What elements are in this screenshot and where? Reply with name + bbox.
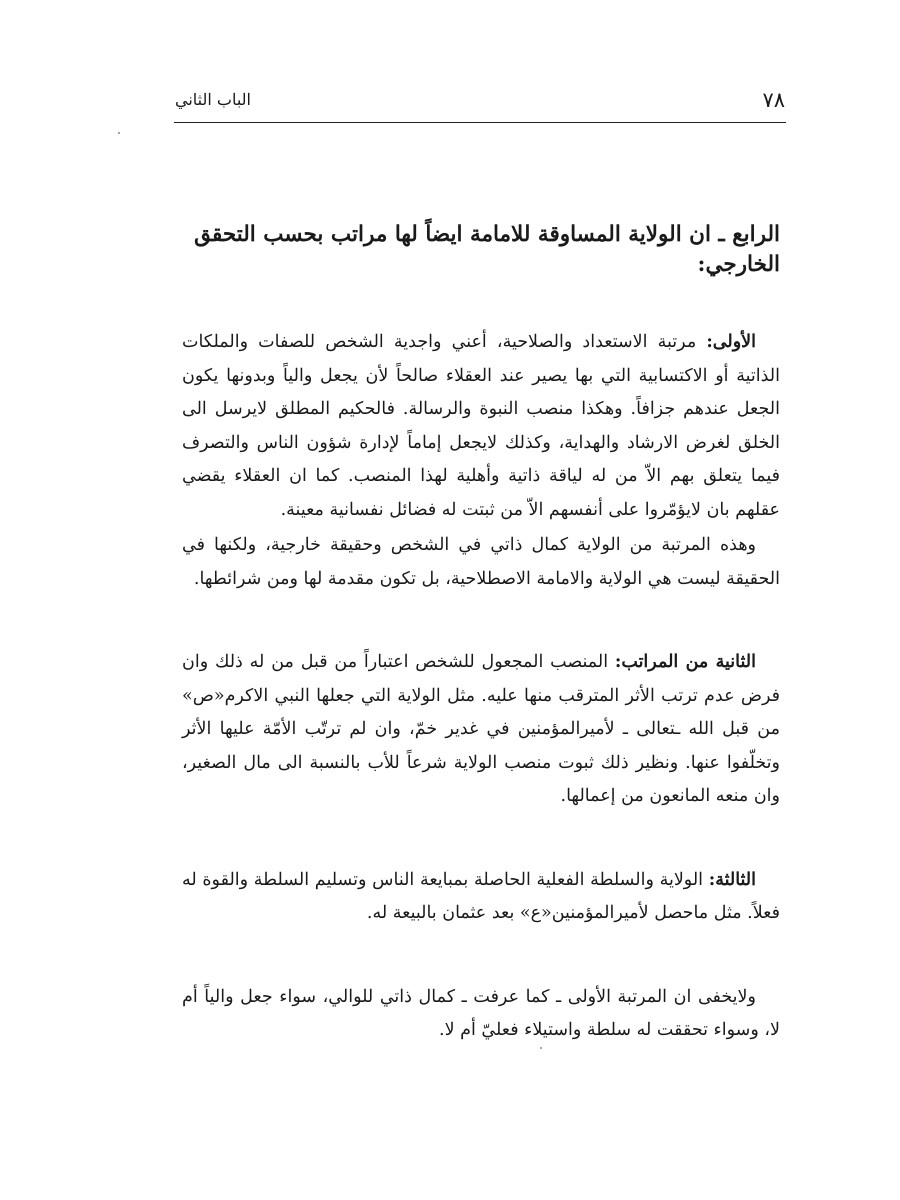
paragraph-third-rank bbox=[182, 864, 780, 931]
chapter-title: الباب الثاني bbox=[175, 90, 251, 109]
paragraph-text: الولاية والسلطة الفعلية الحاصلة بمبايعة الناس وتسليم السلطة والقوة له فعلاً. مثل ماحصل لأميرالمؤمنين«ع» بعد عثمان بالبيعة له. bbox=[182, 869, 780, 923]
paragraph-lead: الثانية من المراتب: bbox=[614, 652, 756, 672]
paragraph-lead: الأولى: bbox=[706, 332, 756, 352]
paragraph-text: وهذه المرتبة من الولاية كمال ذاتي في الشخص وحقيقة خارجية، ولكنها في الحقيقة ليست هي الولاية والامامة الاصطلاحية، بل تكون مقدمة لها ومن شرائطها. bbox=[182, 535, 780, 589]
scan-speck bbox=[540, 1047, 542, 1049]
paragraph-first-rank-note bbox=[182, 529, 780, 596]
paragraph-text: المنصب المجعول للشخص اعتباراً من قبل من له ذلك وان فرض عدم ترتب الأثر المترقب منها عليه. مثل الولاية التي جعلها النبي الاكرم«ص» من قبل الله ـتعالى ـ لأميرالمؤمنين في غدير خمّ، وان لم ترتّب الأمّة عليها الأثر وتخلّفوا عنها. ونظير ذلك ثبوت منصب الولاية شرعاً للأب بالنسبة الى مال الصغير، وان منعه المانعون من إعمالها. bbox=[182, 652, 780, 806]
paragraph-text: مرتبة الاستعداد والصلاحية، أعني واجدية الشخص للصفات والملكات الذاتية أو الاكتسابية التي بها يصير عند العقلاء صالحاً لأن يجعل والياً وبدونها يكون الجعل عندهم جزافاً. وهكذا منصب النبوة والرسالة. فالحكيم المطلق لايرسل الى الخلق لغرض الارشاد والهداية، وكذلك لايجعل إماماً لإدارة شؤون الناس والتصرف فيما يتعلق بهم الاّ من له لياقة ذاتية وأهلية لهذا المنصب. كما ان العقلاء يقضي عقلهم بان لايؤمّروا على أنفسهم الاّ من ثبتت له فضائل نفسانية معينة. bbox=[182, 332, 780, 520]
paragraph-text: ولايخفى ان المرتبة الأولى ـ كما عرفت ـ كمال ذاتي للوالي، سواء جعل والياً أم لا، وسواء تحققت له سلطة واستيلاء فعليّ أم لا. bbox=[182, 986, 780, 1040]
paragraph-lead: الثالثة: bbox=[708, 869, 756, 890]
section-heading: الرابع ـ ان الولاية المساوقة للامامة ايضاً لها مراتب بحسب التحقق الخارجي: bbox=[194, 222, 780, 277]
paragraph-second-rank bbox=[182, 646, 780, 814]
paragraph-conclusion bbox=[182, 981, 780, 1048]
running-head bbox=[175, 88, 785, 114]
paragraph-first-rank bbox=[182, 326, 780, 527]
body-text bbox=[182, 220, 780, 1048]
scan-speck bbox=[118, 132, 120, 134]
page-number: ٧٨ bbox=[762, 88, 785, 112]
header-rule bbox=[174, 122, 786, 123]
